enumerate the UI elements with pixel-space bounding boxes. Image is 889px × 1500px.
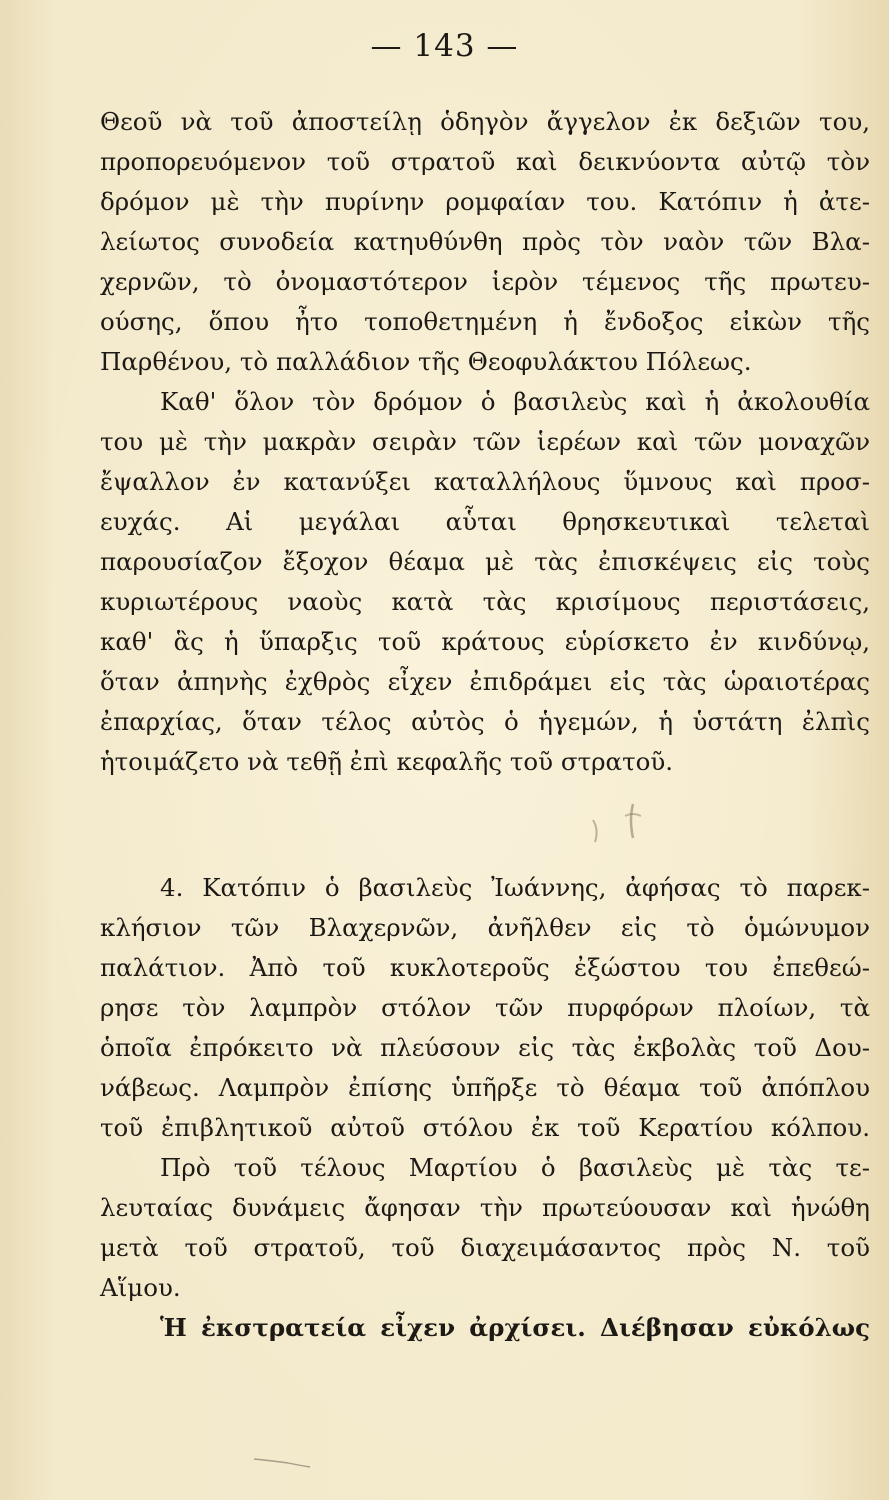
text-line: καθ' ἃς ἡ ὕπαρξις τοῦ κράτους εὑρίσκετο ἐν κινδύνῳ, — [100, 627, 870, 656]
text-line: τοῦ ἐπιβλητικοῦ αὐτοῦ στόλου ἐκ τοῦ Κερατίου κόλπου. — [100, 1113, 870, 1142]
pencil-mark — [252, 1455, 312, 1469]
text-line: κυριωτέρους ναοὺς κατὰ τὰς κρισίμους περιστάσεις, — [100, 587, 870, 616]
paragraph-4 — [100, 1148, 870, 1308]
paragraph-2 — [100, 382, 870, 782]
text-line: Παρθένου, τὸ παλλάδιον τῆς Θεοφυλάκτου Πόλεως. — [100, 347, 752, 376]
text-line: προπορευόμενον τοῦ στρατοῦ καὶ δεικνύοντα αὐτῷ τὸν — [100, 147, 870, 176]
text-block-upper — [100, 102, 870, 782]
ornament-mark — [575, 790, 655, 850]
text-block-lower — [100, 1148, 870, 1348]
text-line: Αἵμου. — [100, 1273, 181, 1302]
paragraph-3 — [100, 868, 870, 1148]
text-line: νάβεως. Λαμπρὸν ἐπίσης ὑπῆρξε τὸ θέαμα τοῦ ἀπόπλου — [100, 1073, 870, 1102]
text-line: ευχάς. Αἱ μεγάλαι αὗται θρησκευτικαὶ τελεταὶ — [100, 507, 870, 536]
text-line: Πρὸ τοῦ τέλους Μαρτίου ὁ βασιλεὺς μὲ τὰς τε- — [160, 1153, 870, 1182]
text-line: λείωτος συνοδεία κατηυθύνθη πρὸς τὸν ναὸν τῶν Βλα- — [100, 227, 870, 256]
paragraph-1 — [100, 102, 870, 382]
text-line: παλάτιον. Ἀπὸ τοῦ κυκλοτεροῦς ἐξώστου του ἐπεθεώ- — [100, 953, 870, 982]
text-line: ρησε τὸν λαμπρὸν στόλον τῶν πυρφόρων πλοίων, τὰ — [100, 993, 870, 1022]
text-block-section-4 — [100, 868, 870, 1148]
text-line: 4. Κατόπιν ὁ βασιλεὺς Ἰωάννης, ἀφήσας τὸ παρεκ- — [160, 873, 870, 902]
text-line: μετὰ τοῦ στρατοῦ, τοῦ διαχειμάσαντος πρὸς Ν. τοῦ — [100, 1233, 870, 1262]
page-number: — 143 — — [370, 28, 519, 64]
text-line: δρόμον μὲ τὴν πυρίνην ρομφαίαν του. Κατόπιν ἡ ἀτε- — [100, 187, 870, 216]
text-line: ὁποῖα ἐπρόκειτο νὰ πλεύσουν εἰς τὰς ἐκβολὰς τοῦ Δου- — [100, 1033, 870, 1062]
text-line: ἔψαλλον ἐν κατανύξει καταλλήλους ὕμνους καὶ προσ- — [100, 467, 870, 496]
paragraph-5 — [100, 1308, 870, 1348]
text-line: Θεοῦ νὰ τοῦ ἀποστείλῃ ὁδηγὸν ἄγγελον ἐκ δεξιῶν του, — [100, 107, 870, 136]
text-line: ούσης, ὅπου ἦτο τοποθετημένη ἡ ἔνδοξος εἰκὼν τῆς — [100, 307, 870, 336]
text-line: ὅταν ἀπηνὴς ἐχθρὸς εἶχεν ἐπιδράμει εἰς τὰς ὡραιοτέρας — [100, 667, 870, 696]
text-line: ἡτοιμάζετο νὰ τεθῇ ἐπὶ κεφαλῆς τοῦ στρατοῦ. — [100, 747, 674, 776]
text-line: ἐπαρχίας, ὅταν τέλος αὐτὸς ὁ ἡγεμών, ἡ ὑστάτη ἐλπὶς — [100, 707, 870, 736]
text-line: χερνῶν, τὸ ὀνομαστότερον ἱερὸν τέμενος τῆς πρωτευ- — [100, 267, 870, 296]
text-line: Ἡ ἐκστρατεία εἶχεν ἀρχίσει. Διέβησαν εὐκόλως — [160, 1313, 870, 1342]
text-line: του μὲ τὴν μακρὰν σειρὰν τῶν ἱερέων καὶ τῶν μοναχῶν — [100, 427, 870, 456]
text-line: Καθ' ὅλον τὸν δρόμον ὁ βασιλεὺς καὶ ἡ ἀκολουθία — [160, 387, 870, 416]
text-line: παρουσίαζον ἔξοχον θέαμα μὲ τὰς ἐπισκέψεις εἰς τοὺς — [100, 547, 870, 576]
text-line: λευταίας δυνάμεις ἄφησαν τὴν πρωτεύουσαν καὶ ἡνώθη — [100, 1193, 870, 1222]
text-line: κλήσιον τῶν Βλαχερνῶν, ἀνῆλθεν εἰς τὸ ὁμώνυμον — [100, 913, 870, 942]
